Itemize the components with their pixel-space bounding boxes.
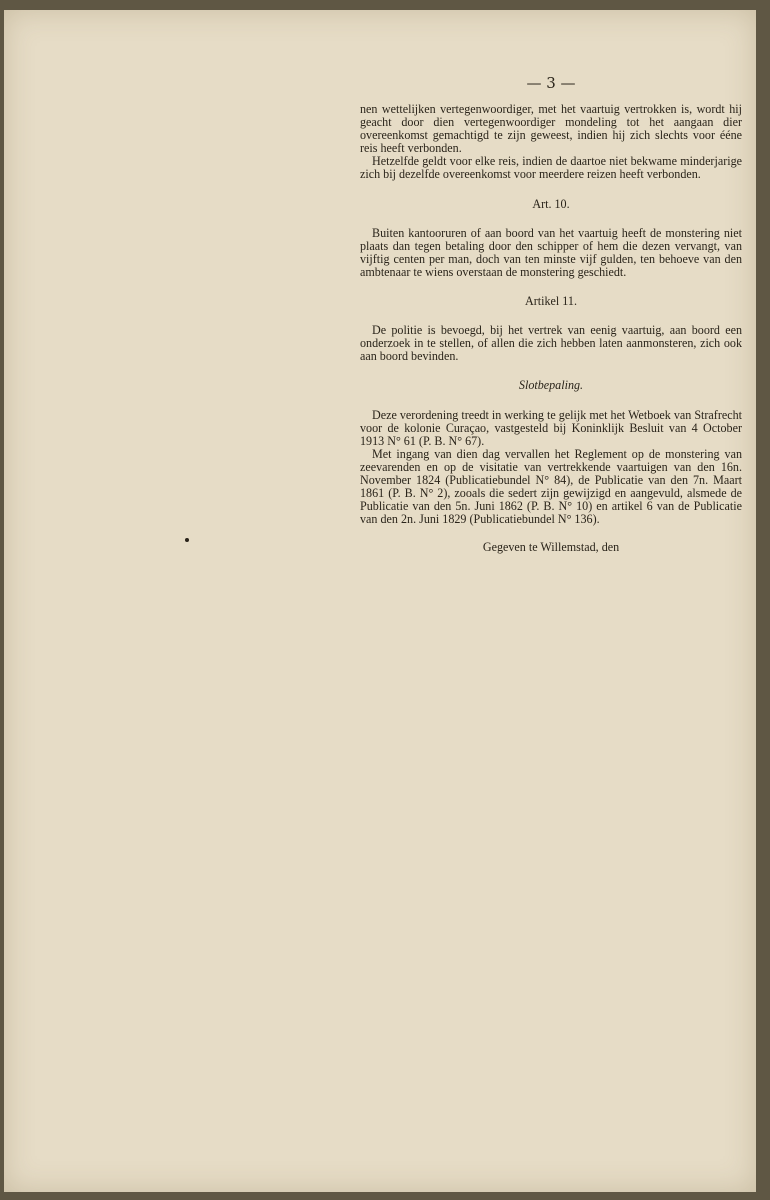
paragraph: Met ingang van dien dag vervallen het Reglement op de monstering van zeevarenden en op de visitatie van vertrekkende vaartuigen van den 16n. November 1824 (Publicatiebundel N° 84), de Publicatie van den 7n. Maart 1861 (P. B. N° 2), zooals die sedert zijn gewijzigd en aangevuld, alsmede de Publicatie van den 5n. Juni 1862 (P. B. N° 10) en artikel 6 van de Publicatie van den 2n. Juni 1829 (Publicatiebundel N° 136). [360, 446, 742, 527]
closing-line: Gegeven te Willemstad, den [482, 540, 620, 555]
paragraph: nen wettelijken vertegenwoordiger, met het vaartuig vertrokken is, wordt hij geacht door dien vertegenwoordiger mondeling tot het aangaan dier overeenkomst gemachtigd te zijn geweest, indien hij zich slechts voor ééne reis heeft verbonden. [360, 102, 742, 156]
paragraph: Buiten kantooruren of aan boord van het vaartuig heeft de monstering niet plaats dan tegen betaling door den schipper of hem die dezen vervangt, van vijftig centen per man, doch van ten minste vijf gulden, ten behoeve van den ambtenaar te wiens overstaan de monstering geschiedt. [360, 225, 742, 279]
paragraph: Hetzelfde geldt voor elke reis, indien de daartoe niet bekwame minderjarige zich bij dezelfde overeenkomst voor meerdere reizen heeft verbonden. [360, 154, 742, 182]
paragraph: Deze verordening treedt in werking te gelijk met het Wetboek van Strafrecht voor de kolonie Curaçao, vastgesteld bij Koninklijk Besluit van 4 October 1913 N° 61 (P. B. N° 67). [360, 407, 742, 448]
article-heading: Artikel 11. [525, 294, 577, 309]
article-heading: Art. 10. [532, 196, 570, 211]
page-number: — 3 — [526, 74, 576, 92]
ink-speck [185, 538, 189, 542]
section-heading: Slotbepaling. [518, 378, 584, 393]
paragraph: De politie is bevoegd, bij het vertrek van eenig vaartuig, aan boord een onderzoek in te stellen, of allen die zich hebben laten aanmonsteren, zich ook aan boord bevinden. [360, 323, 742, 364]
text-column [360, 103, 742, 554]
